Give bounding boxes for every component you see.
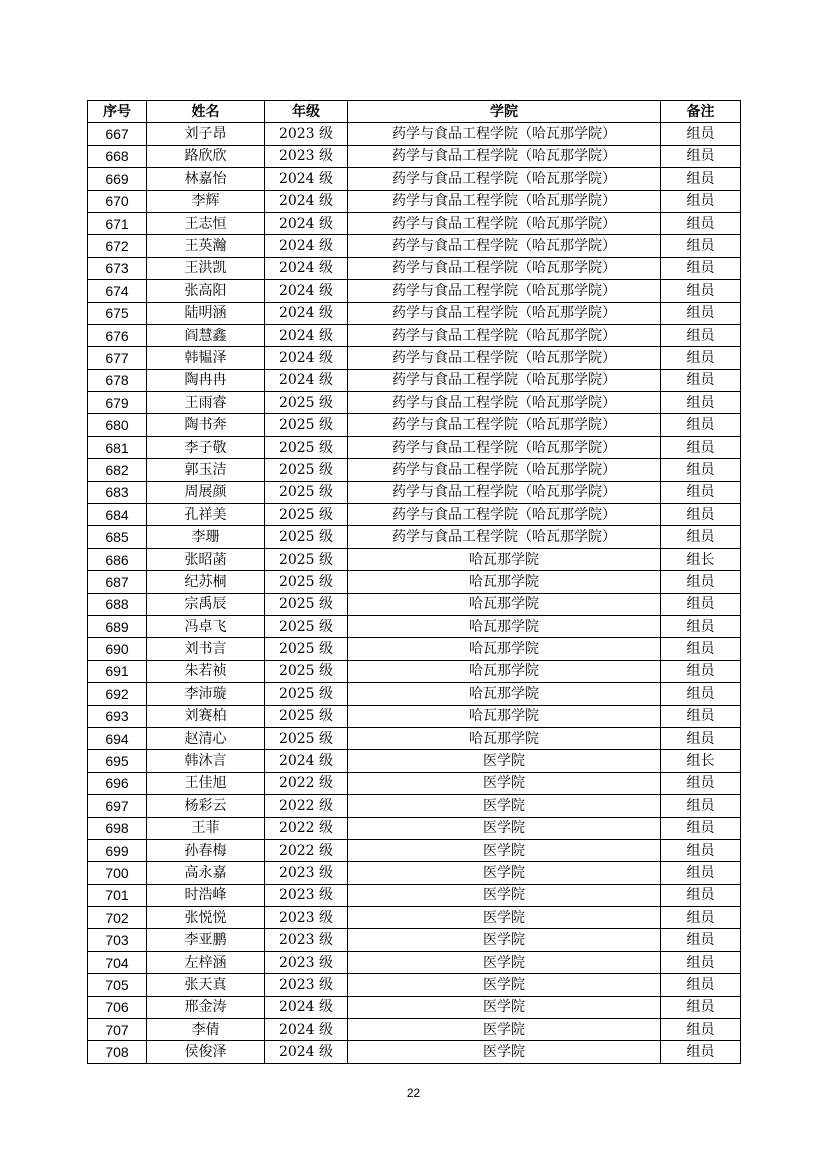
- cell-grade: 2024 级: [265, 324, 348, 346]
- cell-note: 组员: [661, 392, 741, 414]
- cell-college: 哈瓦那学院: [348, 638, 661, 660]
- cell-grade: 2025 级: [265, 414, 348, 436]
- cell-note: 组员: [661, 459, 741, 481]
- header-college: 学院: [348, 101, 661, 123]
- table-row: [88, 705, 741, 727]
- cell-name: 冯卓飞: [147, 615, 265, 637]
- cell-grade: 2024 级: [265, 369, 348, 391]
- cell-grade: 2024 级: [265, 212, 348, 234]
- table-row: [88, 235, 741, 257]
- cell-note: 组员: [661, 907, 741, 929]
- cell-no: 684: [88, 504, 147, 526]
- cell-note: 组员: [661, 280, 741, 302]
- table-row: [88, 123, 741, 145]
- cell-name: 王洪凯: [147, 257, 265, 279]
- cell-note: 组员: [661, 1041, 741, 1063]
- cell-college: 哈瓦那学院: [348, 705, 661, 727]
- cell-note: 组员: [661, 1019, 741, 1041]
- table-row: [88, 481, 741, 503]
- cell-note: 组员: [661, 302, 741, 324]
- cell-college: 药学与食品工程学院（哈瓦那学院）: [348, 481, 661, 503]
- cell-name: 李珊: [147, 526, 265, 548]
- cell-no: 697: [88, 795, 147, 817]
- cell-grade: 2024 级: [265, 1019, 348, 1041]
- cell-no: 680: [88, 414, 147, 436]
- table-row: [88, 571, 741, 593]
- cell-college: 医学院: [348, 772, 661, 794]
- table-row: [88, 347, 741, 369]
- cell-grade: 2022 级: [265, 817, 348, 839]
- table-row: [88, 884, 741, 906]
- cell-no: 689: [88, 615, 147, 637]
- cell-note: 组员: [661, 212, 741, 234]
- cell-grade: 2025 级: [265, 727, 348, 749]
- table-row: [88, 929, 741, 951]
- table-body: [88, 123, 741, 1063]
- cell-college: 药学与食品工程学院（哈瓦那学院）: [348, 526, 661, 548]
- cell-note: 组长: [661, 750, 741, 772]
- cell-no: 692: [88, 683, 147, 705]
- table-row: [88, 750, 741, 772]
- cell-college: 医学院: [348, 929, 661, 951]
- cell-no: 669: [88, 168, 147, 190]
- cell-note: 组员: [661, 660, 741, 682]
- cell-no: 708: [88, 1041, 147, 1063]
- cell-grade: 2023 级: [265, 884, 348, 906]
- cell-college: 医学院: [348, 1019, 661, 1041]
- cell-grade: 2023 级: [265, 862, 348, 884]
- cell-name: 宗禹辰: [147, 593, 265, 615]
- cell-note: 组长: [661, 548, 741, 570]
- cell-note: 组员: [661, 414, 741, 436]
- cell-grade: 2025 级: [265, 504, 348, 526]
- cell-no: 671: [88, 212, 147, 234]
- table-row: [88, 369, 741, 391]
- cell-college: 药学与食品工程学院（哈瓦那学院）: [348, 235, 661, 257]
- cell-no: 687: [88, 571, 147, 593]
- table-row: [88, 974, 741, 996]
- cell-note: 组员: [661, 929, 741, 951]
- cell-no: 690: [88, 638, 147, 660]
- cell-grade: 2025 级: [265, 683, 348, 705]
- cell-name: 侯俊泽: [147, 1041, 265, 1063]
- cell-name: 孔祥美: [147, 504, 265, 526]
- cell-college: 医学院: [348, 884, 661, 906]
- cell-college: 药学与食品工程学院（哈瓦那学院）: [348, 436, 661, 458]
- cell-college: 哈瓦那学院: [348, 571, 661, 593]
- cell-grade: 2023 级: [265, 951, 348, 973]
- cell-college: 药学与食品工程学院（哈瓦那学院）: [348, 280, 661, 302]
- cell-no: 688: [88, 593, 147, 615]
- cell-no: 674: [88, 280, 147, 302]
- table-header-row: [88, 101, 741, 123]
- cell-no: 681: [88, 436, 147, 458]
- table-row: [88, 951, 741, 973]
- cell-grade: 2022 级: [265, 795, 348, 817]
- table-row: [88, 727, 741, 749]
- cell-grade: 2025 级: [265, 593, 348, 615]
- member-roster-table: [87, 100, 741, 1064]
- table-row: [88, 593, 741, 615]
- table-row: [88, 504, 741, 526]
- cell-no: 677: [88, 347, 147, 369]
- cell-note: 组员: [661, 593, 741, 615]
- cell-grade: 2023 级: [265, 929, 348, 951]
- cell-college: 医学院: [348, 817, 661, 839]
- table-row: [88, 839, 741, 861]
- cell-college: 医学院: [348, 951, 661, 973]
- cell-grade: 2025 级: [265, 481, 348, 503]
- cell-college: 药学与食品工程学院（哈瓦那学院）: [348, 257, 661, 279]
- cell-no: 702: [88, 907, 147, 929]
- cell-grade: 2025 级: [265, 571, 348, 593]
- cell-no: 704: [88, 951, 147, 973]
- cell-no: 678: [88, 369, 147, 391]
- cell-college: 医学院: [348, 795, 661, 817]
- cell-college: 药学与食品工程学院（哈瓦那学院）: [348, 347, 661, 369]
- cell-name: 张昭菡: [147, 548, 265, 570]
- cell-note: 组员: [661, 996, 741, 1018]
- cell-grade: 2024 级: [265, 1041, 348, 1063]
- cell-college: 医学院: [348, 839, 661, 861]
- table-row: [88, 459, 741, 481]
- cell-grade: 2025 级: [265, 526, 348, 548]
- cell-name: 纪苏桐: [147, 571, 265, 593]
- cell-name: 陆明涵: [147, 302, 265, 324]
- cell-no: 696: [88, 772, 147, 794]
- cell-college: 医学院: [348, 750, 661, 772]
- cell-no: 670: [88, 190, 147, 212]
- cell-no: 668: [88, 145, 147, 167]
- table-row: [88, 324, 741, 346]
- cell-grade: 2025 级: [265, 705, 348, 727]
- cell-grade: 2025 级: [265, 660, 348, 682]
- cell-name: 韩沐言: [147, 750, 265, 772]
- header-grade: 年级: [265, 101, 348, 123]
- cell-grade: 2024 级: [265, 257, 348, 279]
- table-row: [88, 795, 741, 817]
- cell-college: 哈瓦那学院: [348, 548, 661, 570]
- cell-grade: 2024 级: [265, 190, 348, 212]
- cell-college: 药学与食品工程学院（哈瓦那学院）: [348, 123, 661, 145]
- cell-college: 医学院: [348, 907, 661, 929]
- table-row: [88, 414, 741, 436]
- cell-name: 左梓涵: [147, 951, 265, 973]
- cell-name: 王英瀚: [147, 235, 265, 257]
- cell-no: 700: [88, 862, 147, 884]
- cell-name: 赵清心: [147, 727, 265, 749]
- header-no: 序号: [88, 101, 147, 123]
- cell-college: 药学与食品工程学院（哈瓦那学院）: [348, 145, 661, 167]
- cell-college: 医学院: [348, 862, 661, 884]
- cell-grade: 2025 级: [265, 459, 348, 481]
- cell-name: 杨彩云: [147, 795, 265, 817]
- cell-name: 王佳旭: [147, 772, 265, 794]
- cell-grade: 2023 级: [265, 123, 348, 145]
- cell-no: 695: [88, 750, 147, 772]
- cell-college: 医学院: [348, 974, 661, 996]
- cell-grade: 2022 级: [265, 839, 348, 861]
- cell-note: 组员: [661, 839, 741, 861]
- cell-name: 时浩峰: [147, 884, 265, 906]
- cell-grade: 2024 级: [265, 168, 348, 190]
- cell-grade: 2025 级: [265, 392, 348, 414]
- table-row: [88, 907, 741, 929]
- cell-name: 林嘉怡: [147, 168, 265, 190]
- table-row: [88, 257, 741, 279]
- cell-note: 组员: [661, 862, 741, 884]
- cell-note: 组员: [661, 369, 741, 391]
- table-row: [88, 190, 741, 212]
- table-row: [88, 638, 741, 660]
- cell-name: 刘赛柏: [147, 705, 265, 727]
- cell-note: 组员: [661, 727, 741, 749]
- table-row: [88, 280, 741, 302]
- cell-name: 张天真: [147, 974, 265, 996]
- table-row: [88, 1019, 741, 1041]
- cell-name: 周展颜: [147, 481, 265, 503]
- cell-college: 药学与食品工程学院（哈瓦那学院）: [348, 324, 661, 346]
- cell-college: 哈瓦那学院: [348, 727, 661, 749]
- cell-name: 李子敬: [147, 436, 265, 458]
- table-row: [88, 392, 741, 414]
- cell-note: 组员: [661, 683, 741, 705]
- cell-note: 组员: [661, 772, 741, 794]
- cell-name: 高永嘉: [147, 862, 265, 884]
- cell-name: 王菲: [147, 817, 265, 839]
- cell-college: 哈瓦那学院: [348, 615, 661, 637]
- cell-note: 组员: [661, 235, 741, 257]
- cell-no: 675: [88, 302, 147, 324]
- cell-college: 哈瓦那学院: [348, 593, 661, 615]
- cell-college: 药学与食品工程学院（哈瓦那学院）: [348, 504, 661, 526]
- cell-note: 组员: [661, 123, 741, 145]
- cell-no: 682: [88, 459, 147, 481]
- cell-grade: 2024 级: [265, 302, 348, 324]
- table-row: [88, 683, 741, 705]
- cell-no: 672: [88, 235, 147, 257]
- cell-name: 张悦悦: [147, 907, 265, 929]
- cell-no: 698: [88, 817, 147, 839]
- cell-college: 药学与食品工程学院（哈瓦那学院）: [348, 302, 661, 324]
- cell-name: 刘子昂: [147, 123, 265, 145]
- cell-note: 组员: [661, 257, 741, 279]
- cell-note: 组员: [661, 168, 741, 190]
- cell-no: 699: [88, 839, 147, 861]
- cell-note: 组员: [661, 190, 741, 212]
- cell-no: 683: [88, 481, 147, 503]
- cell-name: 郭玉洁: [147, 459, 265, 481]
- table-row: [88, 145, 741, 167]
- cell-note: 组员: [661, 347, 741, 369]
- cell-grade: 2022 级: [265, 772, 348, 794]
- cell-grade: 2024 级: [265, 347, 348, 369]
- table-row: [88, 436, 741, 458]
- cell-college: 药学与食品工程学院（哈瓦那学院）: [348, 459, 661, 481]
- cell-no: 705: [88, 974, 147, 996]
- cell-name: 韩韫泽: [147, 347, 265, 369]
- table-row: [88, 302, 741, 324]
- cell-note: 组员: [661, 705, 741, 727]
- cell-name: 陶冉冉: [147, 369, 265, 391]
- page-number: 22: [406, 1086, 421, 1100]
- cell-grade: 2025 级: [265, 436, 348, 458]
- cell-grade: 2025 级: [265, 638, 348, 660]
- cell-note: 组员: [661, 436, 741, 458]
- cell-name: 李倩: [147, 1019, 265, 1041]
- table-row: [88, 660, 741, 682]
- table-row: [88, 862, 741, 884]
- cell-no: 679: [88, 392, 147, 414]
- cell-no: 706: [88, 996, 147, 1018]
- cell-note: 组员: [661, 638, 741, 660]
- cell-name: 张高阳: [147, 280, 265, 302]
- cell-college: 药学与食品工程学院（哈瓦那学院）: [348, 414, 661, 436]
- cell-college: 药学与食品工程学院（哈瓦那学院）: [348, 212, 661, 234]
- cell-note: 组员: [661, 817, 741, 839]
- cell-name: 阎慧鑫: [147, 324, 265, 346]
- cell-college: 药学与食品工程学院（哈瓦那学院）: [348, 392, 661, 414]
- cell-college: 医学院: [348, 996, 661, 1018]
- cell-no: 694: [88, 727, 147, 749]
- cell-name: 王雨睿: [147, 392, 265, 414]
- cell-name: 李辉: [147, 190, 265, 212]
- header-note: 备注: [661, 101, 741, 123]
- cell-college: 哈瓦那学院: [348, 660, 661, 682]
- cell-note: 组员: [661, 324, 741, 346]
- cell-college: 药学与食品工程学院（哈瓦那学院）: [348, 369, 661, 391]
- table-row: [88, 526, 741, 548]
- cell-note: 组员: [661, 481, 741, 503]
- cell-grade: 2024 级: [265, 750, 348, 772]
- table-row: [88, 996, 741, 1018]
- cell-name: 王志恒: [147, 212, 265, 234]
- cell-note: 组员: [661, 951, 741, 973]
- cell-no: 707: [88, 1019, 147, 1041]
- cell-no: 691: [88, 660, 147, 682]
- table-row: [88, 212, 741, 234]
- cell-note: 组员: [661, 571, 741, 593]
- table-row: [88, 772, 741, 794]
- cell-note: 组员: [661, 526, 741, 548]
- table-row: [88, 548, 741, 570]
- cell-note: 组员: [661, 615, 741, 637]
- cell-grade: 2023 级: [265, 907, 348, 929]
- table-row: [88, 817, 741, 839]
- table-row: [88, 168, 741, 190]
- cell-note: 组员: [661, 795, 741, 817]
- header-name: 姓名: [147, 101, 265, 123]
- cell-no: 676: [88, 324, 147, 346]
- cell-college: 医学院: [348, 1041, 661, 1063]
- cell-note: 组员: [661, 884, 741, 906]
- cell-grade: 2023 级: [265, 145, 348, 167]
- cell-note: 组员: [661, 974, 741, 996]
- cell-no: 685: [88, 526, 147, 548]
- cell-note: 组员: [661, 504, 741, 526]
- cell-no: 686: [88, 548, 147, 570]
- cell-no: 667: [88, 123, 147, 145]
- cell-no: 703: [88, 929, 147, 951]
- cell-no: 673: [88, 257, 147, 279]
- cell-grade: 2024 级: [265, 280, 348, 302]
- cell-college: 药学与食品工程学院（哈瓦那学院）: [348, 168, 661, 190]
- cell-name: 刘书言: [147, 638, 265, 660]
- cell-grade: 2025 级: [265, 548, 348, 570]
- table-row: [88, 1041, 741, 1063]
- cell-name: 路欣欣: [147, 145, 265, 167]
- cell-no: 693: [88, 705, 147, 727]
- cell-name: 李亚鹏: [147, 929, 265, 951]
- cell-college: 药学与食品工程学院（哈瓦那学院）: [348, 190, 661, 212]
- cell-name: 邢金涛: [147, 996, 265, 1018]
- cell-name: 陶书奔: [147, 414, 265, 436]
- cell-grade: 2023 级: [265, 974, 348, 996]
- cell-college: 哈瓦那学院: [348, 683, 661, 705]
- cell-name: 朱若祯: [147, 660, 265, 682]
- cell-note: 组员: [661, 145, 741, 167]
- cell-name: 李沛璇: [147, 683, 265, 705]
- table-row: [88, 615, 741, 637]
- cell-name: 孙春梅: [147, 839, 265, 861]
- cell-grade: 2024 级: [265, 235, 348, 257]
- cell-grade: 2025 级: [265, 615, 348, 637]
- cell-grade: 2024 级: [265, 996, 348, 1018]
- cell-no: 701: [88, 884, 147, 906]
